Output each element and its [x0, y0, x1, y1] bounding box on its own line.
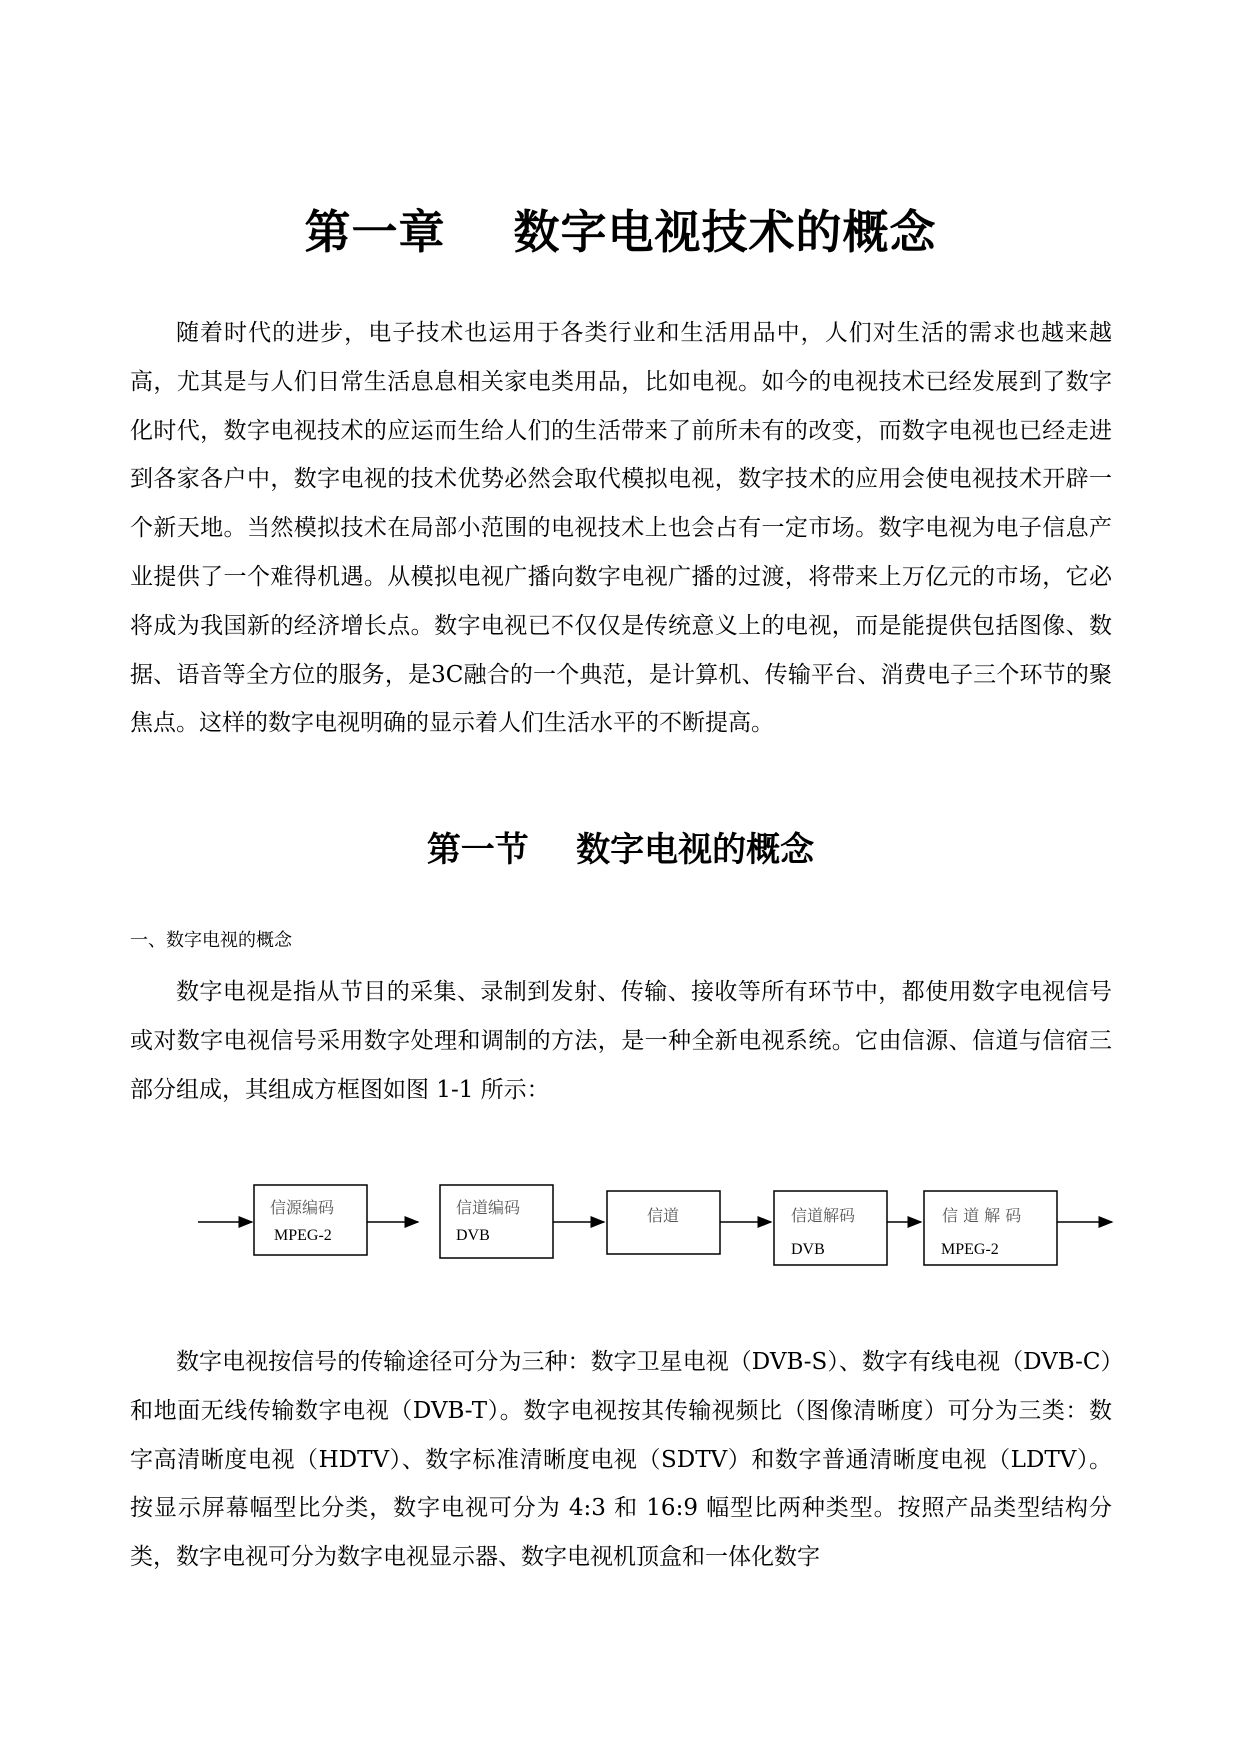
- channel-encoder-box: [440, 1185, 553, 1258]
- box-label: 信道解码: [791, 1206, 856, 1225]
- box-label: 信道: [647, 1206, 680, 1225]
- box-sub-label: DVB: [456, 1227, 490, 1244]
- source-encoder-box: [254, 1185, 367, 1255]
- box-label: 信 道 解 码: [942, 1206, 1022, 1225]
- chapter-title: 第一章 数字电视技术的概念: [304, 205, 937, 259]
- box-sub-label: DVB: [791, 1241, 825, 1258]
- block-diagram: [0, 1176, 1241, 1286]
- box-sub-label: MPEG-2: [274, 1227, 332, 1244]
- box-label: 信道编码: [456, 1198, 521, 1217]
- box-label: 信源编码: [270, 1198, 335, 1217]
- section-title: 第一节 数字电视的概念: [426, 830, 815, 870]
- subheading: 一、数字电视的概念: [130, 930, 292, 951]
- classification-paragraph: 数字电视按信号的传输途径可分为三种：数字卫星电视（DVB-S）、数字有线电视（DVB-C）和地面无线传输数字电视（DVB-T）。数字电视按其传输视频比（图像清晰度）可分为三类：数字高清晰度电视（HDTV）、数字标准清晰度电视（SDTV）和数字普通清晰度电视（LDTV）。按显示屏幕幅型比分类，数字电视可分为 4:3 和 16:9 幅型比两种类型。按照产品类型结构分类，数字电视可分为数字电视显示器、数字电视机顶盒和一体化数字: [130, 1349, 1112, 1571]
- definition-paragraph: 数字电视是指从节目的采集、录制到发射、传输、接收等所有环节中，都使用数字电视信号或对数字电视信号采用数字处理和调制的方法，是一种全新电视系统。它由信源、信道与信宿三部分组成，其组成方框图如图 1-1 所示：: [130, 979, 1112, 1103]
- intro-paragraph: 随着时代的进步，电子技术也运用于各类行业和生活用品中，人们对生活的需求也越来越高，尤其是与人们日常生活息息相关家电类用品，比如电视。如今的电视技术已经发展到了数字化时代，数字电视技术的应运而生给人们的生活带来了前所未有的改变，而数字电视也已经走进到各家各户中，数字电视的技术优势必然会取代模拟电视，数字技术的应用会使电视技术开辟一个新天地。当然模拟技术在局部小范围的电视技术上也会占有一定市场。数字电视为电子信息产业提供了一个难得机遇。从模拟电视广播向数字电视广播的过渡，将带来上万亿元的市场，它必将成为我国新的经济增长点。数字电视已不仅仅是传统意义上的电视，而是能提供包括图像、数据、语音等全方位的服务，是3C融合的一个典范，是计算机、传输平台、消费电子三个环节的聚焦点。这样的数字电视明确的显示着人们生活水平的不断提高。: [130, 320, 1112, 737]
- box-sub-label: MPEG-2: [941, 1241, 999, 1258]
